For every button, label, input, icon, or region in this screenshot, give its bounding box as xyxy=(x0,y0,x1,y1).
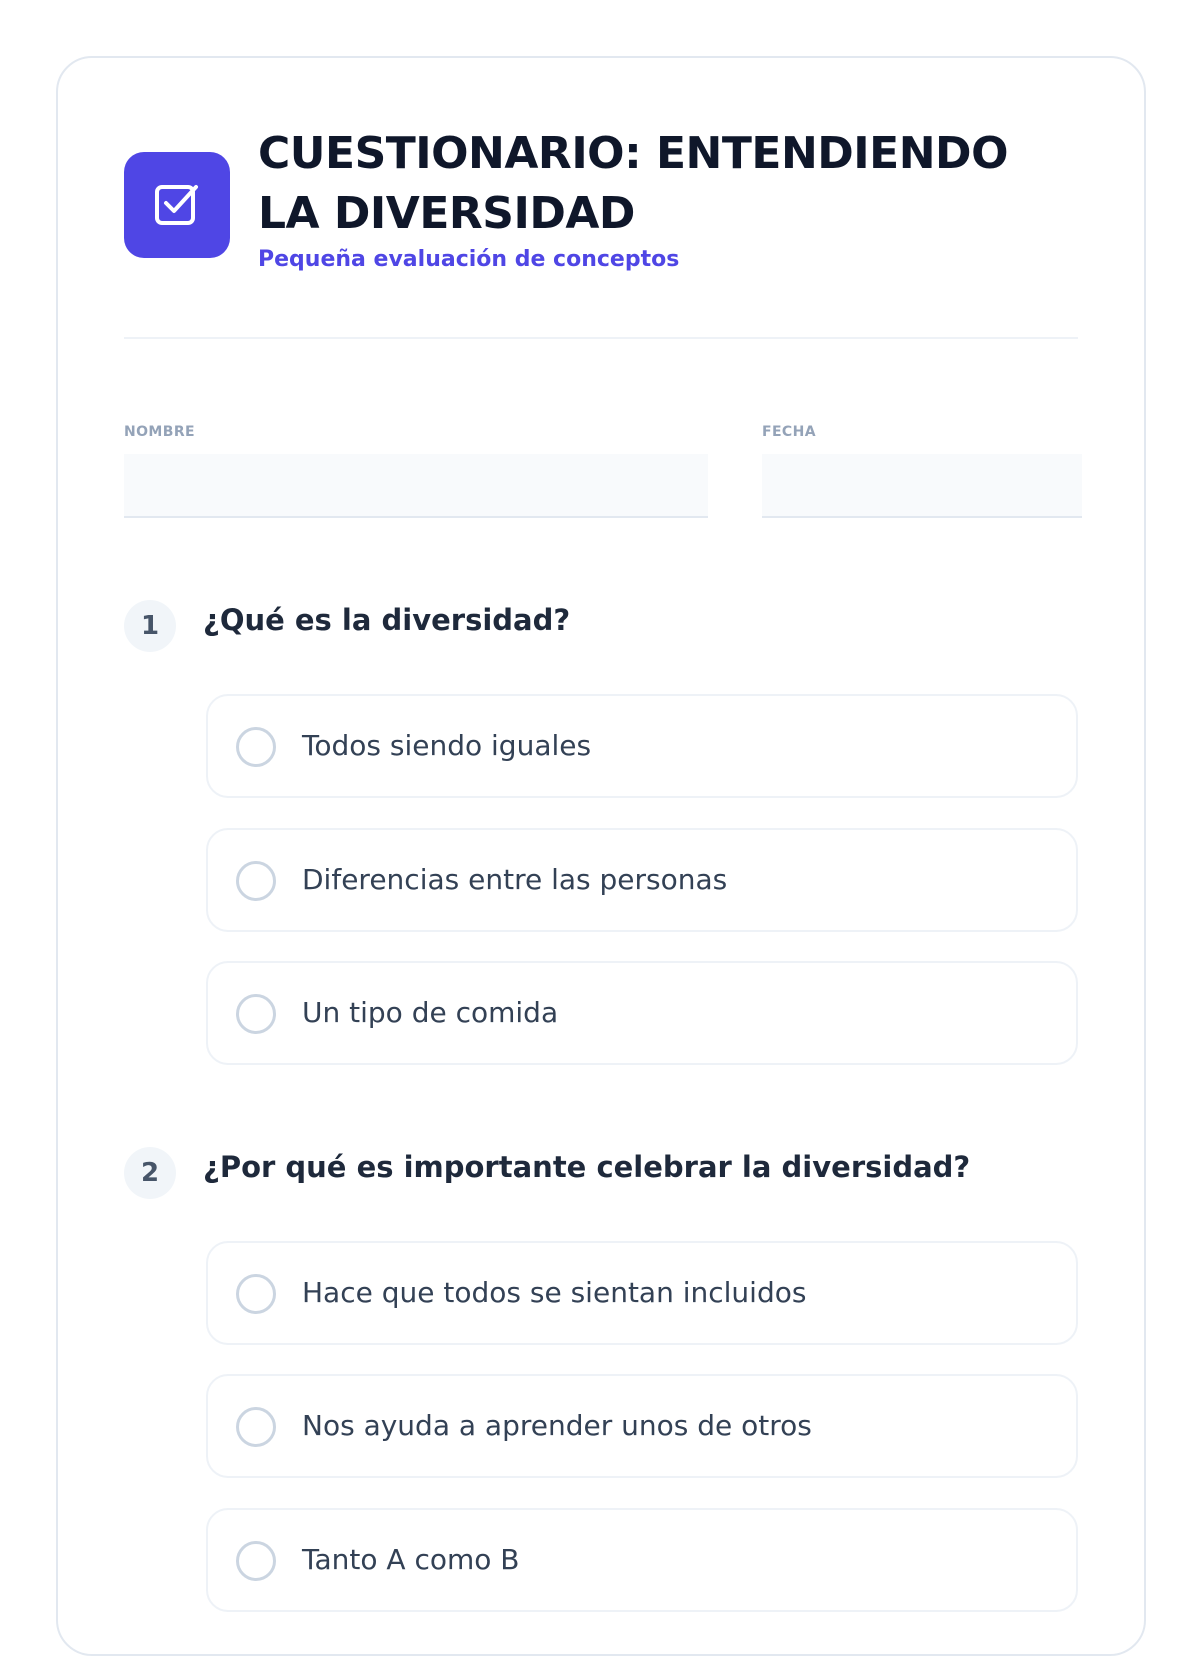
name-label: NOMBRE xyxy=(124,424,195,440)
answer-label: Un tipo de comida xyxy=(302,996,559,1029)
question-number: 1 xyxy=(124,600,176,652)
page-subtitle: Pequeña evaluación de conceptos xyxy=(258,247,680,272)
header-divider xyxy=(124,337,1078,339)
page-title: CUESTIONARIO: ENTENDIENDO LA DIVERSIDAD xyxy=(258,128,1008,239)
answer-option[interactable] xyxy=(206,1374,1078,1478)
radio-button[interactable] xyxy=(236,1274,276,1314)
answer-option[interactable] xyxy=(206,1241,1078,1345)
quiz-header xyxy=(124,124,1084,284)
checkbox-icon-svg xyxy=(151,179,203,231)
answer-option[interactable] xyxy=(206,1508,1078,1612)
answer-label: Hace que todos se sientan incluidos xyxy=(302,1276,807,1309)
answer-label: Todos siendo iguales xyxy=(302,729,592,762)
question-text: ¿Por qué es importante celebrar la diversidad? xyxy=(203,1150,971,1184)
answer-label: Nos ayuda a aprender unos de otros xyxy=(302,1409,812,1442)
date-field[interactable] xyxy=(762,454,1082,518)
question-number: 2 xyxy=(124,1147,176,1199)
answer-label: Tanto A como B xyxy=(302,1543,520,1576)
date-label: FECHA xyxy=(762,424,816,440)
answer-option[interactable] xyxy=(206,961,1078,1065)
answer-label: Diferencias entre las personas xyxy=(302,863,728,896)
radio-button[interactable] xyxy=(236,1407,276,1447)
radio-button[interactable] xyxy=(236,861,276,901)
answer-option[interactable] xyxy=(206,694,1078,798)
checkbox-icon xyxy=(124,152,230,258)
radio-button[interactable] xyxy=(236,994,276,1034)
radio-button[interactable] xyxy=(236,1541,276,1581)
answer-option[interactable] xyxy=(206,828,1078,932)
name-field[interactable] xyxy=(124,454,708,518)
radio-button[interactable] xyxy=(236,727,276,767)
question-text: ¿Qué es la diversidad? xyxy=(203,603,571,637)
